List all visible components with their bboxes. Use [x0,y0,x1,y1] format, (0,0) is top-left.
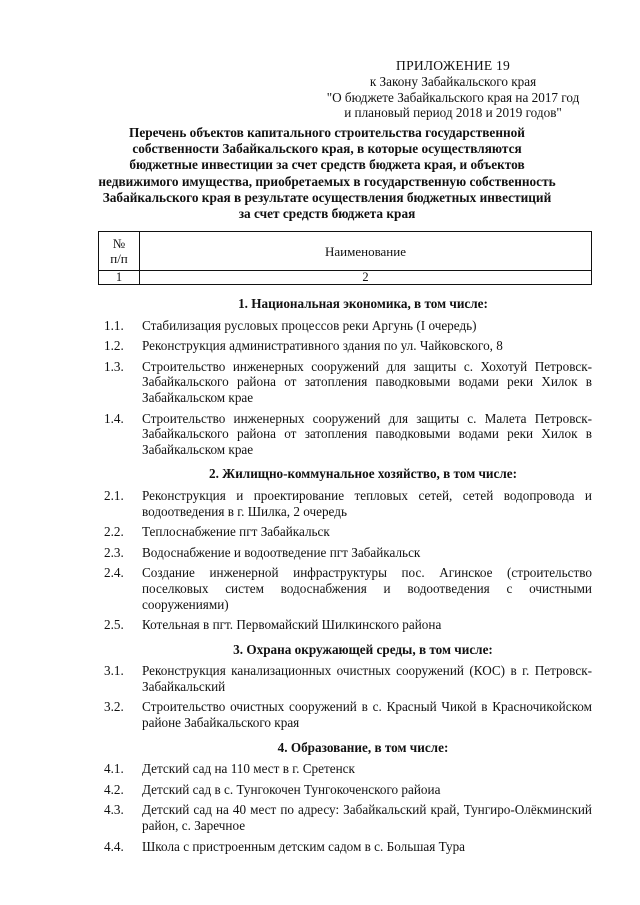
title-line: Перечень объектов капитального строительства государственной [129,125,525,140]
item-number: 4.3. [104,802,124,818]
section-heading: 3. Охрана окружающей среды, в том числе: [233,641,493,657]
section-heading: 1. Национальная экономика, в том числе: [238,296,488,311]
item-text: Стабилизация русловых процессов реки Аргунь (I очередь) [142,317,477,333]
appendix-block [318,58,588,121]
list-item [100,663,592,694]
section-heading: 4. Образование, в том числе: [277,739,449,755]
list-item [100,617,592,633]
item-text: Строительство инженерных сооружений для защиты с. Малета Петровск-Забайкальского района от затопления паводковыми водами реки Хилок в Забайкальском крае [142,410,592,457]
column-index-1: 1 [99,271,140,285]
list-item [100,318,592,334]
header-name-cell: Наименование [140,232,592,271]
title-line: за счет средств бюджета края [238,206,416,222]
appendix-law-title-2: и плановый период 2018 и 2019 годов" [344,105,562,121]
item-number: 2.1. [104,487,124,503]
list-item [100,782,592,798]
item-text: Реконструкция и проектирование тепловых сетей, сетей водопровода и водоотведения в г. Шилка, 2 очередь [142,487,592,519]
item-number: 1.1. [104,317,124,333]
column-index-2: 2 [140,271,592,285]
item-text: Теплоснабжение пгт Забайкальск [142,524,330,540]
list-item [100,411,592,458]
item-text: Реконструкция канализационных очистных сооружений (КОС) в г. Петровск-Забайкальский [142,663,592,694]
list-item [100,802,592,833]
item-number: 4.4. [104,838,124,854]
item-text: Детский сад на 40 мест по адресу: Забайкальский край, Тунгиро-Олёкминский район, с. Заречное [142,802,592,834]
item-text: Строительство очистных сооружений в с. Красный Чикой в Красночикойском районе Забайкальского края [142,699,592,731]
list-item [100,565,592,612]
title-line: бюджетные инвестиции за счет средств бюджета края, и объектов [129,157,525,173]
title-line: Забайкальского края в результате осуществления бюджетных инвестиций [102,189,552,205]
header-number-abbr: п/п [110,251,128,266]
item-number: 2.2. [104,524,124,540]
item-number: 1.2. [104,338,124,354]
item-text: Строительство инженерных сооружений для защиты с. Хохотуй Петровск-Забайкальского района от затопления паводковыми водами реки Хилок в Забайкальском крае [142,358,592,405]
item-number: 4.2. [104,781,124,797]
document-title [92,125,562,222]
title-line: собственности Забайкальского края, в которые осуществляются [132,141,522,157]
list-item [100,545,592,561]
item-text: Школа с пристроенным детским садом в с. Большая Тура [142,838,466,854]
item-number: 2.5. [104,617,124,633]
item-number: 3.1. [104,663,124,679]
item-text: Реконструкция административного здания по ул. Чайковского, 8 [142,338,503,354]
appendix-law-ref: к Закону Забайкальского края [369,73,537,89]
header-table [98,231,592,285]
item-text: Водоснабжение и водоотведение пгт Забайкальск [142,544,421,560]
list-item [100,488,592,519]
appendix-number: ПРИЛОЖЕНИЕ 19 [396,58,510,73]
appendix-law-title-1: "О бюджете Забайкальского края на 2017 год [326,89,580,105]
list-item [100,761,592,777]
list-item [100,839,592,855]
list-item [100,699,592,730]
item-number: 3.2. [104,699,124,715]
item-text: Котельная в пгт. Первомайский Шилкинского района [142,617,442,633]
item-text: Создание инженерной инфраструктуры пос. Агинское (строительство поселковых систем водоснабжения и водоотведения с очистными сооружениями) [142,565,592,612]
section-heading: 2. Жилищно-коммунальное хозяйство, в том числе: [208,466,518,482]
item-text: Детский сад в с. Тунгокочен Тунгокоченского райоиа [142,781,441,797]
title-line: недвижимого имущества, приобретаемых в государственную собственность [98,173,556,189]
list-item [100,359,592,406]
list-item [100,338,592,354]
item-number: 2.4. [104,565,124,581]
item-text: Детский сад на 110 мест в г. Сретенск [142,761,355,777]
header-number-sign: № [112,236,126,251]
list-item [100,524,592,540]
objects-list [100,296,592,859]
item-number: 1.4. [104,410,124,426]
item-number: 2.3. [104,544,124,560]
item-number: 1.3. [104,358,124,374]
header-number-cell [99,232,140,271]
item-number: 4.1. [104,761,124,777]
